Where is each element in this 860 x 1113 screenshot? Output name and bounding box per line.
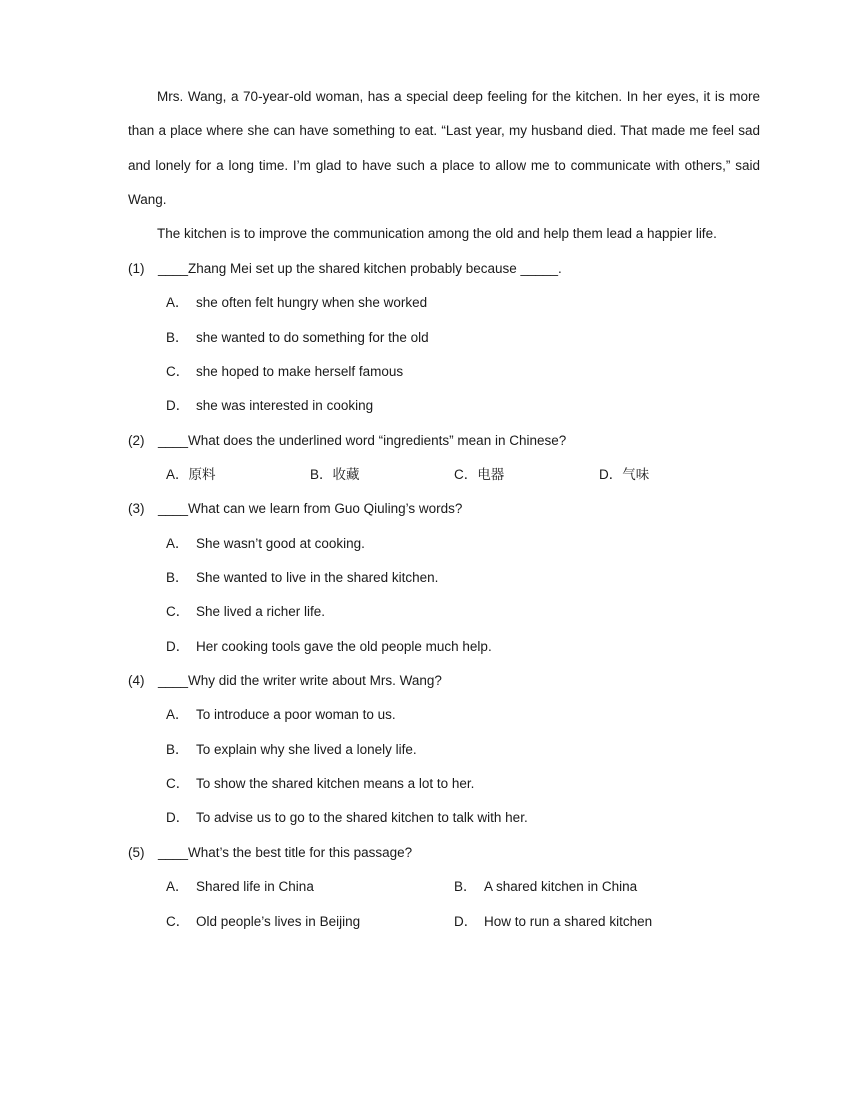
option-text: How to run a shared kitchen	[484, 914, 653, 929]
question-1-option-d[interactable]	[166, 396, 373, 416]
option-letter: A．	[166, 536, 189, 551]
option-text: 气味	[622, 467, 650, 483]
question-4-option-c[interactable]	[166, 774, 474, 794]
option-text: A shared kitchen in China	[484, 879, 638, 894]
option-text: To show the shared kitchen means a lot to her.	[196, 776, 475, 791]
question-1-text: ____Zhang Mei set up the shared kitchen probably because _____.	[158, 261, 562, 276]
passage-paragraph-2: The kitchen is to improve the communication among the old and help them lead a happier life.	[157, 226, 717, 241]
question-4-option-b[interactable]	[166, 740, 417, 760]
question-5-option-a[interactable]	[166, 877, 314, 897]
question-5-text: ____What’s the best title for this passage?	[158, 845, 413, 860]
question-3	[128, 499, 462, 519]
question-3-text: ____What can we learn from Guo Qiuling’s words?	[158, 501, 463, 516]
question-4-option-d[interactable]	[166, 808, 528, 828]
question-1	[128, 259, 562, 279]
option-text: she often felt hungry when she worked	[196, 295, 428, 310]
option-text: To explain why she lived a lonely life.	[196, 742, 417, 757]
option-text: She wanted to live in the shared kitchen.	[196, 570, 439, 585]
option-letter: C．	[166, 604, 190, 619]
option-letter: A．	[166, 295, 189, 310]
option-text: 收藏	[332, 467, 360, 483]
question-1-option-c[interactable]	[166, 362, 403, 382]
option-letter: D．	[166, 398, 190, 413]
option-text: Old people’s lives in Beijing	[196, 914, 361, 929]
option-letter: B．	[166, 570, 189, 585]
option-letter: A．	[166, 467, 189, 482]
option-text: To advise us to go to the shared kitchen to talk with her.	[196, 810, 528, 825]
option-letter: B．	[310, 467, 333, 482]
option-text: she hoped to make herself famous	[196, 364, 404, 379]
option-letter: C．	[166, 364, 190, 379]
option-letter: D．	[166, 810, 190, 825]
question-1-option-a[interactable]	[166, 293, 427, 313]
question-5	[128, 843, 412, 863]
question-3-option-a[interactable]	[166, 534, 365, 554]
option-letter: B．	[454, 879, 477, 894]
option-text: Shared life in China	[196, 879, 314, 894]
option-letter: B．	[166, 742, 189, 757]
option-letter: A．	[166, 879, 189, 894]
question-2-number: (2)	[128, 433, 145, 448]
option-letter: B．	[166, 330, 189, 345]
option-text: Her cooking tools gave the old people much help.	[196, 639, 492, 654]
passage-paragraph-1: Mrs. Wang, a 70-year-old woman, has a special deep feeling for the kitchen. In her eyes, it is more than a place where she can have something to eat. “Last year, my husband died. That made me feel sad and lonely for a long time. I’m glad to have such a place to allow me to communicate with others,” said Wang.	[128, 89, 760, 207]
option-letter: D．	[599, 467, 623, 482]
question-4-text: ____Why did the writer write about Mrs. Wang?	[158, 673, 442, 688]
option-text: she wanted to do something for the old	[196, 330, 429, 345]
question-5-number: (5)	[128, 845, 145, 860]
option-text: 电器	[477, 467, 505, 483]
option-text: She lived a richer life.	[196, 604, 326, 619]
question-2-option-d[interactable]	[599, 465, 649, 485]
question-2-option-a[interactable]	[166, 465, 216, 485]
question-4-number: (4)	[128, 673, 145, 688]
option-text: she was interested in cooking	[196, 398, 374, 413]
question-5-option-d[interactable]	[454, 912, 652, 932]
question-2	[128, 431, 566, 451]
question-4-option-a[interactable]	[166, 705, 396, 725]
question-3-option-d[interactable]	[166, 637, 492, 657]
question-3-option-b[interactable]	[166, 568, 438, 588]
option-letter: A．	[166, 707, 189, 722]
question-5-option-b[interactable]	[454, 877, 637, 897]
question-3-number: (3)	[128, 501, 145, 516]
question-4	[128, 671, 442, 691]
option-letter: D．	[454, 914, 478, 929]
question-1-option-b[interactable]	[166, 328, 429, 348]
option-letter: D．	[166, 639, 190, 654]
question-5-option-c[interactable]	[166, 912, 360, 932]
option-letter: C．	[166, 776, 190, 791]
option-text: She wasn’t good at cooking.	[196, 536, 365, 551]
option-letter: C．	[454, 467, 478, 482]
question-1-number: (1)	[128, 261, 145, 276]
option-text: To introduce a poor woman to us.	[196, 707, 396, 722]
option-text: 原料	[188, 467, 216, 483]
question-2-text: ____What does the underlined word “ingredients” mean in Chinese?	[158, 433, 567, 448]
option-letter: C．	[166, 914, 190, 929]
question-2-option-c[interactable]	[454, 465, 504, 485]
question-2-option-b[interactable]	[310, 465, 360, 485]
question-3-option-c[interactable]	[166, 602, 325, 622]
